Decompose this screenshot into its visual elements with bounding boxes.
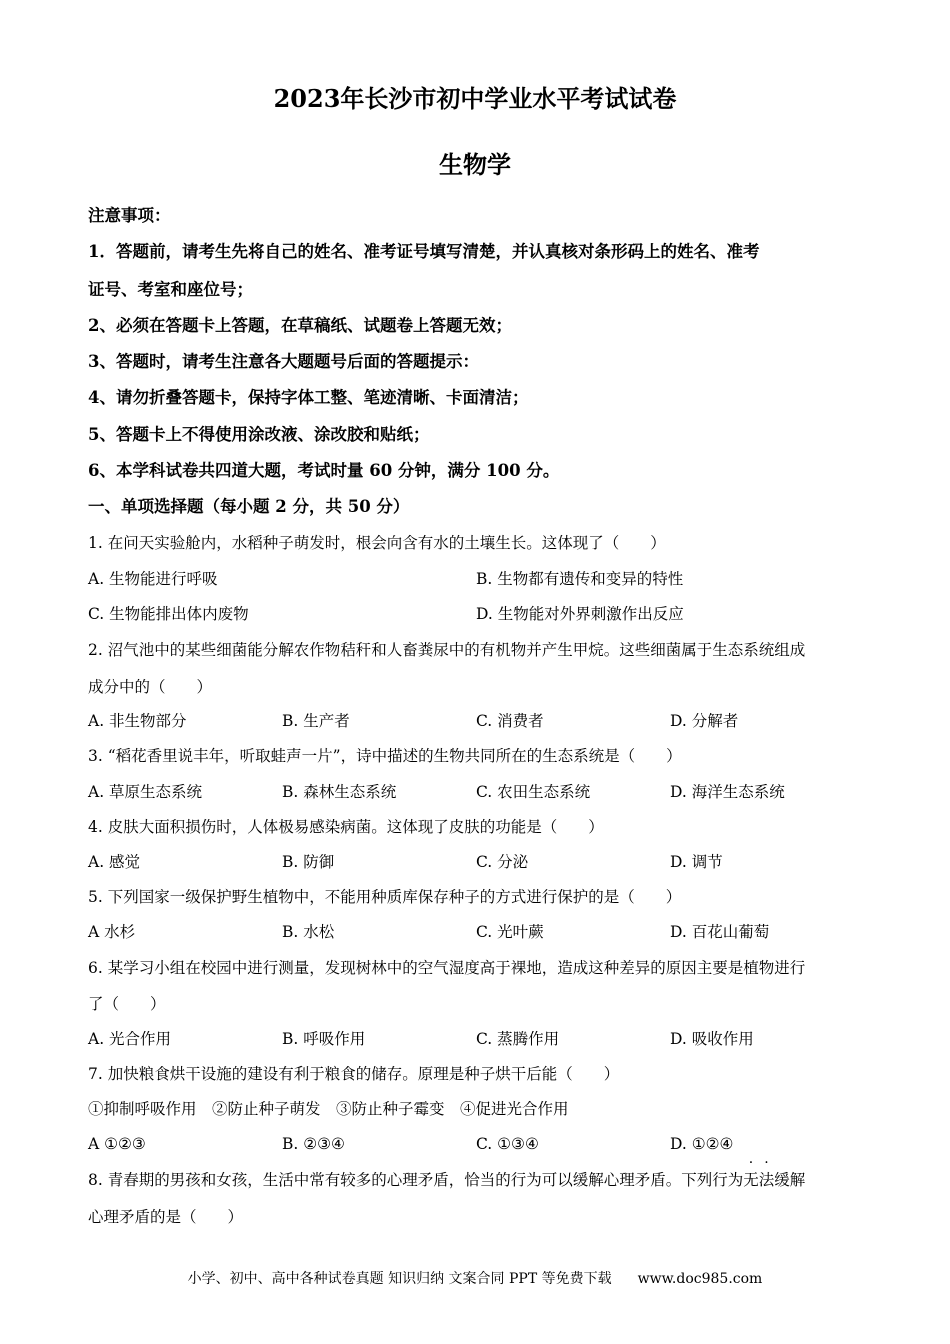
option-d: D. 百花山葡萄 — [670, 923, 770, 941]
notice-line: 2、必须在答题卡上答题，在草稿纸、试题卷上答题无效； — [88, 316, 512, 335]
option-d: D. 吸收作用 — [670, 1030, 754, 1048]
footer-url[interactable]: www.doc985.com — [637, 1271, 763, 1287]
notice-line: 5、答题卡上不得使用涂改液、涂改胶和贴纸； — [88, 425, 430, 444]
exam-title: 2023年长沙市初中学业水平考试试卷 — [273, 84, 677, 113]
question-stem: 6. 某学习小组在校园中进行测量，发现树林中的空气湿度高于裸地，造成这种差异的原因主要是植物进行 — [88, 959, 806, 977]
notice-line: 3、答题时，请考生注意各大题题号后面的答题提示： — [88, 352, 479, 371]
option-a: A. 生物能进行呼吸 — [88, 570, 218, 588]
notice-line: 6、本学科试卷共四道大题，考试时量 60 分钟，满分 100 分。 — [88, 461, 560, 480]
option-c: C. 分泌 — [476, 853, 529, 871]
notice-heading: 注意事项： — [88, 206, 171, 225]
question-stem: 心理矛盾的是（ ） — [88, 1208, 244, 1226]
section-heading: 一、单项选择题（每小题 2 分，共 50 分） — [88, 497, 410, 516]
option-c: C. ①③④ — [476, 1135, 539, 1153]
option-a: A. 非生物部分 — [88, 712, 187, 730]
option-a: A. 草原生态系统 — [88, 783, 203, 801]
notice-line: 1．答题前，请考生先将自己的姓名、准考证号填写清楚，并认真核对条形码上的姓名、准考 — [88, 242, 760, 261]
option-d: D. 分解者 — [670, 712, 739, 730]
option-c: C. 生物能排出体内废物 — [88, 605, 249, 623]
notice-line: 4、请勿折叠答题卡，保持字体工整、笔迹清晰、卡面清洁； — [88, 388, 529, 407]
option-a: A ①②③ — [88, 1135, 146, 1153]
page-footer — [0, 1270, 950, 1288]
footer-text: 小学、初中、高中各种试卷真题 知识归纳 文案合同 PPT 等免费下载 — [187, 1271, 612, 1287]
emphasis-char: 无 — [743, 1171, 759, 1189]
option-a: A. 光合作用 — [88, 1030, 172, 1048]
option-c: C. 光叶蕨 — [476, 923, 544, 941]
question-stem: 7. 加快粮食烘干设施的建设有利于粮食的储存。原理是种子烘干后能（ ） — [88, 1065, 620, 1083]
question-stem: 1. 在问天实验舱内，水稻种子萌发时，根会向含有水的土壤生长。这体现了（ ） — [88, 534, 666, 552]
question-stem: 了（ ） — [88, 995, 166, 1013]
option-b: B. 森林生态系统 — [282, 783, 397, 801]
question-stem: 成分中的（ ） — [88, 678, 213, 696]
option-b: B. 水松 — [282, 923, 335, 941]
notice-line: 证号、考室和座位号； — [88, 280, 253, 299]
option-c: C. 农田生态系统 — [476, 783, 591, 801]
emphasis-char: 法 — [758, 1171, 775, 1189]
subject-title: 生物学 — [439, 150, 511, 179]
option-b: B. ②③④ — [282, 1135, 345, 1153]
option-d: D. 生物能对外界刺激作出反应 — [476, 605, 684, 623]
option-c: C. 蒸腾作用 — [476, 1030, 560, 1048]
question-items: ①抑制呼吸作用 ②防止种子萌发 ③防止种子霉变 ④促进光合作用 — [88, 1100, 569, 1118]
stem-text: 8. 青春期的男孩和女孩，生活中常有较多的心理矛盾，恰当的行为可以缓解心理矛盾。下列行为 — [88, 1171, 744, 1189]
question-stem: 3. “稻花香里说丰年，听取蛙声一片”，诗中描述的生物共同所在的生态系统是（ ） — [88, 747, 682, 765]
question-stem: 4. 皮肤大面积损伤时，人体极易感染病菌。这体现了皮肤的功能是（ ） — [88, 818, 604, 836]
option-a: A. 感觉 — [88, 853, 141, 871]
option-a: A 水杉 — [88, 923, 136, 941]
stem-text: 缓解 — [774, 1171, 806, 1189]
option-d: D. 调节 — [670, 853, 723, 871]
option-b: B. 生物都有遗传和变异的特性 — [476, 570, 684, 588]
question-stem — [88, 1170, 868, 1190]
option-b: B. 防御 — [282, 853, 335, 871]
option-c: C. 消费者 — [476, 712, 544, 730]
option-b: B. 生产者 — [282, 712, 350, 730]
option-b: B. 呼吸作用 — [282, 1030, 366, 1048]
question-stem: 5. 下列国家一级保护野生植物中，不能用种质库保存种子的方式进行保护的是（ ） — [88, 888, 682, 906]
option-d: D. ①②④ — [670, 1135, 734, 1153]
option-d: D. 海洋生态系统 — [670, 783, 785, 801]
question-stem: 2. 沼气池中的某些细菌能分解农作物秸秆和人畜粪尿中的有机物并产生甲烷。这些细菌属于生态系统组成 — [88, 641, 806, 659]
